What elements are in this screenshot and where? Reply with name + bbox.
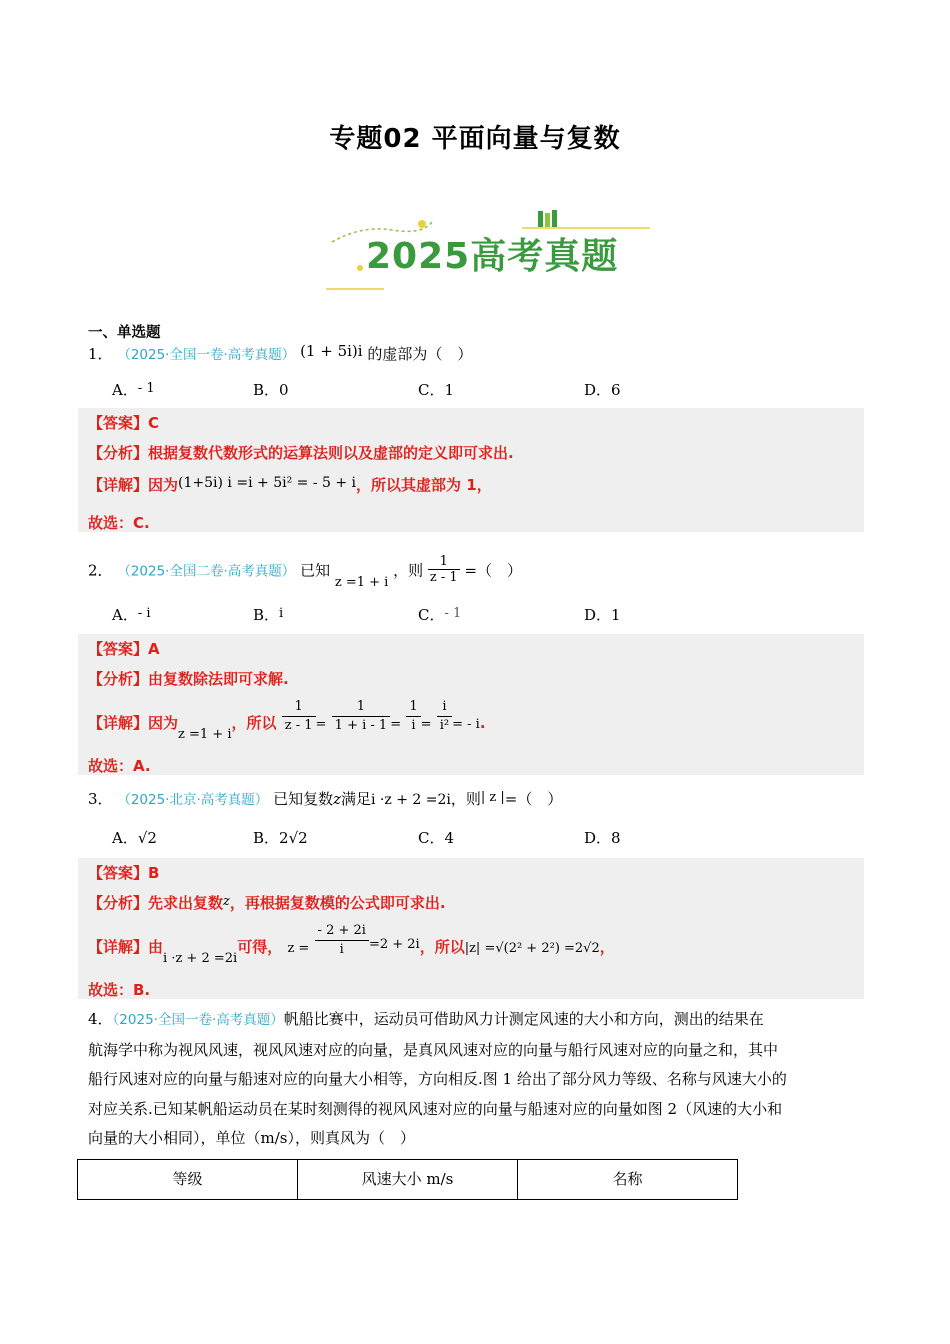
table-header-row [78, 1160, 738, 1200]
math-expression: z =1 + i [334, 574, 389, 590]
fraction: $\frac{1}{z - 1}$ [429, 554, 458, 585]
question-source: （2025·北京·高考真题） [117, 792, 269, 808]
banner [322, 200, 662, 300]
question-source: （2025·全国一卷·高考真题） [112, 1012, 284, 1028]
option-c[interactable]: C．- 1 [418, 606, 462, 624]
option-c[interactable]: C．1 [418, 381, 455, 399]
option-c[interactable]: C．4 [418, 829, 455, 847]
math-expression: (1 + 5i)i [300, 342, 363, 360]
math-expression: (1+5i) i =i + 5i² = - 5 + i [178, 475, 357, 491]
answer-value: B [148, 864, 160, 882]
page-title: 专题02 平面向量与复数 [329, 124, 621, 154]
option-d[interactable]: D．1 [584, 606, 621, 624]
wind-table [77, 1159, 738, 1200]
question-1 [88, 342, 472, 367]
conclusion: 故选：A. [88, 757, 151, 775]
option-b[interactable]: B．i [253, 606, 284, 624]
option-b[interactable]: B．2√2 [253, 829, 308, 847]
table-header: 名称 [518, 1160, 738, 1200]
math-expression: i ·z + 2 =2i [371, 792, 451, 808]
conclusion: 故选：C. [88, 514, 150, 532]
answer-block-3: 【答案】B 【分析】先求出复数z，再根据复数模的公式即可求出. 【详解】由i ·z + 2 =2i可得， z = $\frac{- 2 + 2i}{i}$ =2 + 2i，所以|z| =√(2² + 2²) =2√2， 故选：B. [78, 858, 864, 999]
answer-value: C [148, 414, 160, 432]
question-source: （2025·全国二卷·高考真题） [117, 563, 296, 580]
question-number: 4． [88, 1010, 113, 1028]
table-header: 风速大小 m/s [298, 1160, 518, 1200]
question-number: 3． [88, 790, 113, 808]
book-icon [538, 211, 543, 227]
question-number: 1． [88, 345, 113, 363]
option-d[interactable]: D．6 [584, 381, 621, 399]
table-header: 等级 [78, 1160, 298, 1200]
math-expression: |z| =√(2² + 2²) =2√2 [464, 941, 600, 956]
option-b[interactable]: B．0 [253, 381, 289, 399]
question-2: 2． （2025·全国二卷·高考真题） 已知 z =1 + i ，则 $\frac{1}{z - 1}$ =（ ） [88, 554, 523, 590]
question-4: 4．（2025·全国一卷·高考真题）帆船比赛中，运动员可借助风力计测定风速的大小和方向，测出的结果在 航海学中称为视风风速，视风风速对应的向量，是真风风速对应的向量与船行风速对应的向量之和，其中 船行风速对应的向量与船速对应的向量大小相等，方向相反.图 1 给出了部分风力等级、名称与风速大小的 对应关系.已知某帆船运动员在某时刻测得的视风风速对应的向量与船速对应的向量如图 2（风速的大小和 向量的大小相同），单位（m/s），则真风为（ ） [88, 1010, 787, 1147]
section-heading: 一、单选题 [88, 325, 161, 341]
question-3: 3． （2025·北京·高考真题） 已知复数z满足i ·z + 2 =2i，则| z |=（ ） [88, 790, 563, 808]
option-a[interactable]: A．√2 [112, 829, 157, 847]
answer-value: A [148, 640, 160, 658]
option-a[interactable]: A．- 1 [112, 381, 155, 399]
question-number: 2． [88, 561, 113, 580]
option-d[interactable]: D．8 [584, 829, 621, 847]
banner-text: 2025高考真题 [366, 236, 619, 277]
answer-block-1: 【答案】C 【分析】根据复数代数形式的运算法则以及虚部的定义即可求出. 【详解】因为(1+5i) i =i + 5i² = - 5 + i，所以其虚部为 1， 故选：C. [78, 408, 864, 532]
conclusion: 故选：B. [88, 981, 151, 999]
option-a[interactable]: A．- i [112, 606, 151, 624]
answer-block-2: 【答案】A 【分析】由复数除法即可求解. 【详解】因为z =1 + i，所以 $\frac{1}{z - 1}$ = $\frac{1}{1 + i - 1}$ = $\frac{1}{i}$ = $\frac{i}{\text{i²}}$ = - i. 故选：A. [78, 634, 864, 775]
question-source: （2025·全国一卷·高考真题） [117, 347, 296, 363]
question-stem: 的虚部为（ ） [367, 345, 473, 363]
